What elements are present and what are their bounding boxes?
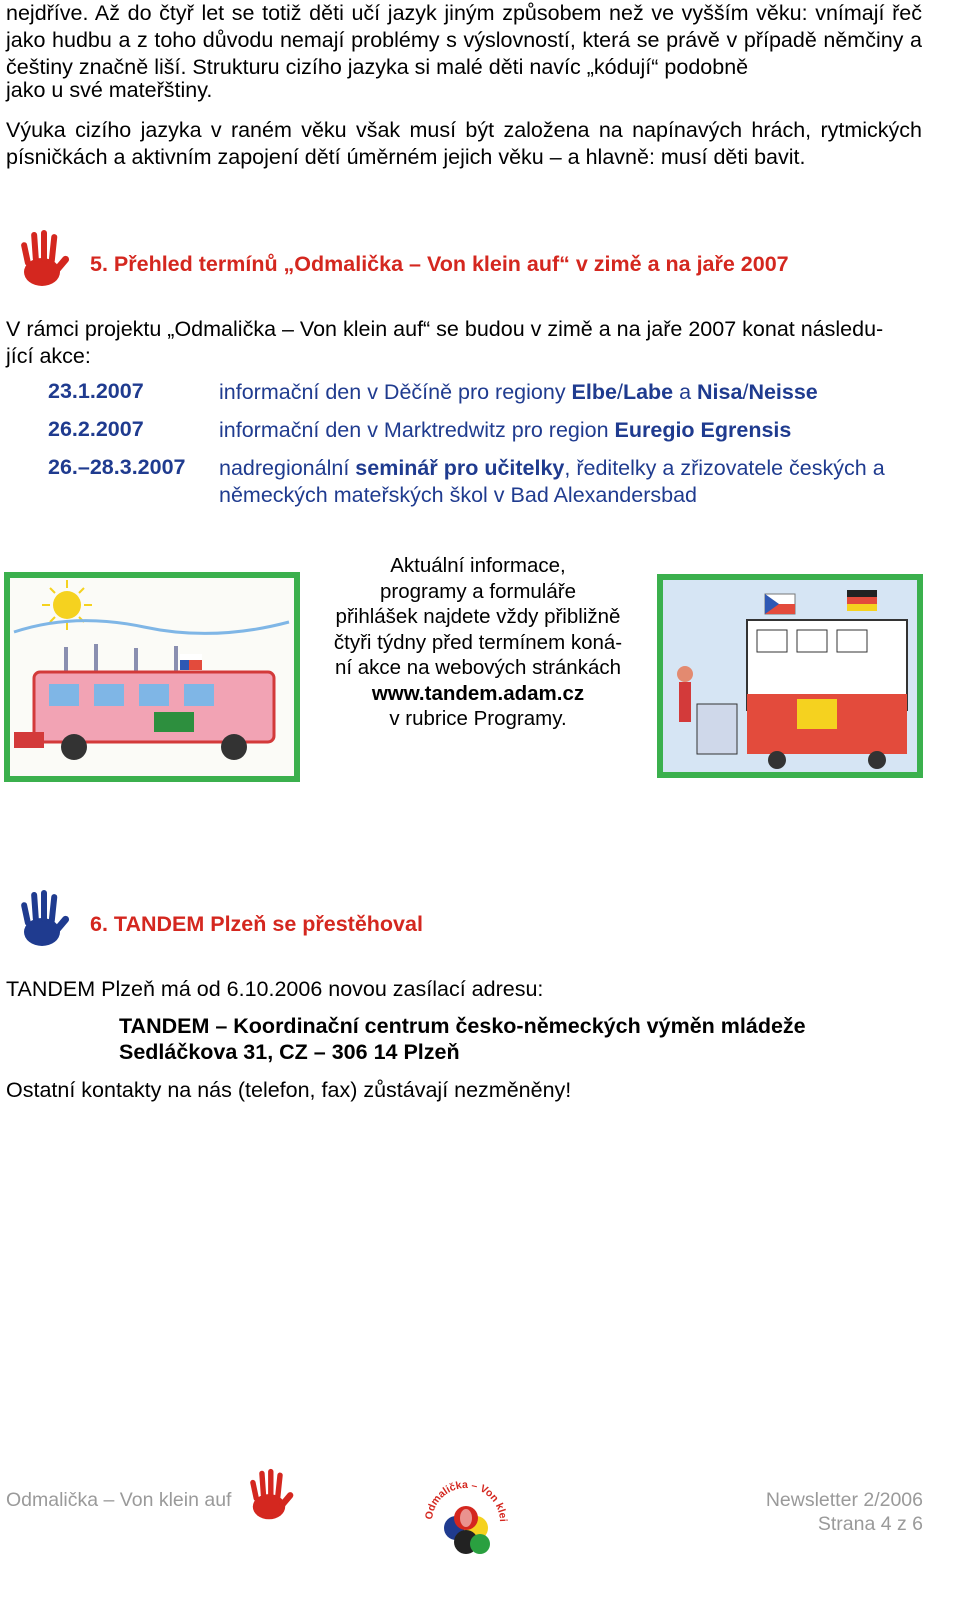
- event-region: Nisa: [697, 380, 743, 404]
- intro-paragraph-1-text: nejdříve. Až do čtyř let se totiž děti učí jazyk jiným způsobem než ve vyšším věku: vnímají řeč jako hudbu a z toho důvodu nemají problémy s výslovností, která se právě v případě němčiny a češtiny značně liší. Strukturu cizího jazyka si malé děti navíc „kódují“ podobně: [6, 1, 922, 79]
- children-drawing-bus-right: [657, 574, 923, 778]
- section-5-intro-line-2: jící akce:: [6, 344, 91, 368]
- section-5-intro-line-1: V rámci projektu „Odmalička – Von klein auf“ se budou v zimě a na jaře 2007 konat následu-: [6, 317, 884, 341]
- footer-project-name: Odmalička – Von klein auf: [6, 1489, 232, 1511]
- address-line-2: Sedláčkova 31, CZ – 306 14 Plzeň: [119, 1040, 460, 1064]
- event-description: [219, 455, 919, 509]
- event-region: Labe: [622, 380, 674, 404]
- event-text: informační den v Děčíně pro regiony: [219, 380, 572, 404]
- event-line: [219, 455, 919, 482]
- footer-newsletter: Newsletter 2/2006: [765, 1489, 923, 1511]
- event-text: /: [616, 380, 623, 404]
- address-line-1: TANDEM – Koordinační centrum česko-německých výměn mládeže: [119, 1014, 806, 1038]
- info-line: čtyři týdny před termínem koná-: [333, 630, 623, 654]
- info-line: Aktuální informace,: [390, 554, 566, 577]
- event-date: 23.1.2007: [48, 379, 144, 403]
- odmalicka-logo: [418, 1470, 514, 1566]
- event-text: informační den v Marktredwitz pro region: [219, 418, 615, 442]
- blue-handprint-icon: [12, 888, 72, 950]
- event-highlight: seminář pro učitelky: [355, 456, 565, 480]
- intro-paragraph-2: [6, 117, 922, 171]
- event-region: Euregio Egrensis: [614, 418, 792, 442]
- website-link[interactable]: www.tandem.adam.cz: [371, 681, 585, 705]
- intro-paragraph-1-end-text: jako u své mateřštiny.: [6, 78, 213, 102]
- red-handprint-footer-icon: [242, 1465, 296, 1525]
- odmalicka-logo-graphic: [418, 1470, 514, 1566]
- event-date: 26.–28.3.2007: [48, 455, 186, 479]
- red-handprint-icon: [12, 228, 72, 290]
- event-text: a: [673, 380, 698, 404]
- event-date: 26.2.2007: [48, 417, 144, 441]
- info-line: v rubrice Programy.: [389, 707, 567, 730]
- section-5-heading: 5. Přehled termínů „Odmalička – Von klein auf“ v zimě a na jaře 2007: [90, 252, 789, 276]
- info-line: programy a formuláře: [380, 579, 576, 603]
- event-region: Neisse: [748, 380, 818, 404]
- section-5-intro: [6, 316, 922, 370]
- intro-paragraph-2-text: Výuka cizího jazyka v raném věku však musí být založena na napínavých hrách, rytmických písničkách a aktivním zapojení dětí úměrném jejich věku – a hlavně: musí děti bavit.: [6, 118, 922, 169]
- section-6-closing: Ostatní kontakty na nás (telefon, fax) zůstávají nezměněny!: [6, 1078, 572, 1102]
- section-6-heading: 6. TANDEM Plzeň se přestěhoval: [90, 912, 423, 936]
- event-text: nadregionální: [219, 456, 356, 480]
- info-line: ní akce na webových stránkách: [334, 656, 622, 679]
- event-description: [219, 379, 818, 406]
- event-text: , ředitelky a zřizovatele českých a: [564, 456, 885, 480]
- address-block: [119, 1013, 806, 1065]
- info-line: přihlášek najdete vždy přibližně: [335, 605, 621, 628]
- event-text: /: [742, 380, 749, 404]
- event-line: německých mateřských škol v Bad Alexandersbad: [219, 483, 698, 507]
- info-box: [312, 553, 644, 732]
- children-drawing-bus-left: [4, 572, 300, 782]
- intro-paragraph-1: [6, 0, 922, 81]
- logo-arc-text: Odmalička – Von klei: [422, 1478, 510, 1523]
- intro-paragraph-1-end: [6, 77, 922, 104]
- section-6-line-1: TANDEM Plzeň má od 6.10.2006 novou zasílací adresu:: [6, 977, 544, 1001]
- footer-page-number: Strana 4 z 6: [817, 1513, 923, 1535]
- event-description: [219, 417, 791, 444]
- event-region: Elbe: [571, 380, 617, 404]
